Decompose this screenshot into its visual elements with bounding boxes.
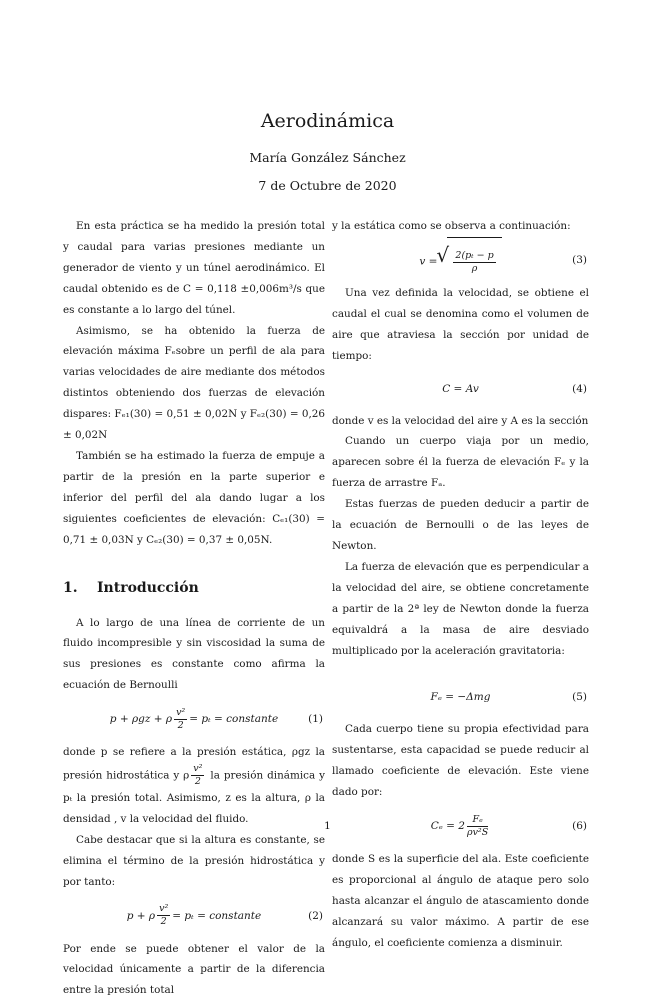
abstract-paragraph-1: En esta práctica se ha medido la presión total y caudal para varias presiones mediante un generador de viento y un túnel aerodinámico. El caudal obtenido es de C = 0,118 ±0,006m³/s que es constante a lo largo del túnel.: [63, 220, 325, 316]
p2-frac-numerator: v²: [193, 763, 203, 775]
p2-inline-fraction: [191, 763, 204, 788]
eq6-left: Cₑ = 2: [430, 820, 465, 833]
eq1-right: = pₜ = constante: [189, 713, 279, 726]
equation-4: [332, 367, 589, 411]
right-paragraph-8: donde S es la superficie del ala. Este coeficiente es proporcional al ángulo de ataque pero solo hasta alcanzar el ángulo de atascamiento donde alcanzará su valor máximo. A partir de ese ángulo, el coeficiente comienza a disminuir.: [332, 853, 589, 949]
intro-paragraph-1: A lo largo de una línea de corriente de un fluido incompresible y sin viscosidad la suma de sus presiones es constante como afirma la ecuación de Bernoulli: [63, 616, 325, 692]
eq3-denominator: ρ: [471, 263, 478, 275]
eq3-fraction: [453, 250, 495, 275]
left-column: [63, 216, 325, 1001]
eq1-denominator: 2: [177, 719, 184, 731]
paper-title: Aerodinámica: [260, 110, 395, 132]
right-paragraph-7: Cada cuerpo tiene su propia efectividad para sustentarse, esta capacidad se puede reducir al llamado coeficiente de elevación. Este viene dado por:: [332, 723, 589, 799]
eq2-fraction: [157, 903, 170, 928]
eq6-label: (6): [572, 820, 587, 833]
eq3-numerator: √ 2(pₜ − p: [455, 250, 494, 262]
eq6-denominator: ρv²S: [466, 826, 489, 838]
abstract-paragraph-3: También se ha estimado la fuerza de empuje a partir de la presión en la parte superior e inferior del perfil del ala dando lugar a los siguientes coeficientes de elevación: Cₑ₁(30) = 0,71 ± 0,03N y Cₑ₂(30) = 0,37 ± 0,05N.: [63, 449, 325, 546]
eq2-label: (2): [308, 909, 323, 922]
intro-paragraph-4: Por ende se puede obtener el valor de la velocidad únicamente a partir de la diferencia entre la presión total: [63, 942, 325, 997]
eq6-numerator: Fₑ: [467, 814, 488, 827]
equation-1: [63, 696, 325, 742]
right-paragraph-4: Cuando un cuerpo viaja por un medio, aparecen sobre él la fuerza de elevación Fₑ y la fuerza de arrastre Fₐ.: [332, 435, 589, 490]
paper-author: María González Sánchez: [249, 150, 406, 165]
eq1-left: p + ρgz + ρ: [109, 713, 173, 726]
right-paragraph-2: Una vez definida la velocidad, se obtiene el caudal el cual se denomina como el volumen de aire que atraviesa la sección por unidad de tiempo:: [332, 286, 589, 362]
eq5-body: Fₑ = −Δmg: [430, 691, 491, 704]
eq1-fraction: [174, 707, 187, 732]
equation-5: [332, 675, 589, 719]
intro-p2-b: la presión dinámica y pₜ la presión total. Asimismo, z es la altura, ρ la densidad , v la velocidad del fluido.: [63, 769, 325, 825]
page-number: 1: [324, 820, 331, 832]
section-heading: [63, 573, 325, 603]
right-paragraph-6: La fuerza de elevación que es perpendicular a la velocidad del aire, se obtiene concretamente a partir de la 2ª ley de Newton donde la fuerza equivaldrá a la masa de aire desviado multiplicado por la aceleración gravitatoria:: [332, 560, 589, 657]
eq3-sqrt: [447, 237, 501, 286]
spacer: [332, 661, 589, 675]
equation-2: [63, 893, 325, 939]
eq3-label: (3): [572, 253, 587, 266]
right-column: [332, 216, 589, 954]
eq3-left: v =: [419, 255, 438, 268]
right-paragraph-1: y la estática como se observa a continuación:: [332, 220, 571, 232]
intro-p2-a: donde p se refiere a la presión estática, ρgz la presión hidrostática y ρ: [63, 746, 325, 782]
intro-paragraph-3: Cabe destacar que si la altura es constante, se elimina el término de la presión hidrostática y por tanto:: [63, 833, 325, 888]
eq2-left: p + ρ: [126, 909, 156, 922]
abstract-paragraph-2: Asimismo, se ha obtenido la fuerza de elevación máxima Fₑsobre un perfil de ala para varias velocidades de aire mediante dos métodos distintos obteniendo dos fuerzas de elevación dispares: Fₑ₁(30) = 0,51 ± 0,02N y Fₑ₂(30) = 0,26 ± 0,02N: [63, 324, 325, 442]
right-paragraph-3: donde v es la velocidad del aire y A es la sección: [332, 414, 589, 427]
eq2-denominator: 2: [160, 916, 167, 928]
eq1-numerator: v²: [176, 706, 186, 718]
section-title: Introducción: [97, 579, 199, 596]
eq5-label: (5): [572, 691, 587, 704]
right-paragraph-5: Estas fuerzas de pueden deducir a partir de la ecuación de Bernoulli o de las leyes de Newton.: [332, 498, 589, 552]
eq1-label: (1): [308, 713, 323, 726]
p2-frac-denominator: 2: [194, 776, 201, 788]
eq4-label: (4): [572, 382, 587, 395]
paper-date: 7 de Octubre de 2020: [258, 178, 397, 193]
section-number: 1.: [63, 579, 78, 596]
eq2-numerator: v²: [159, 903, 169, 915]
intro-paragraph-2: [63, 742, 325, 830]
eq4-body: C = Av: [442, 382, 479, 395]
eq2-right: = pₜ = constante: [172, 909, 262, 922]
equation-3: [332, 237, 589, 283]
